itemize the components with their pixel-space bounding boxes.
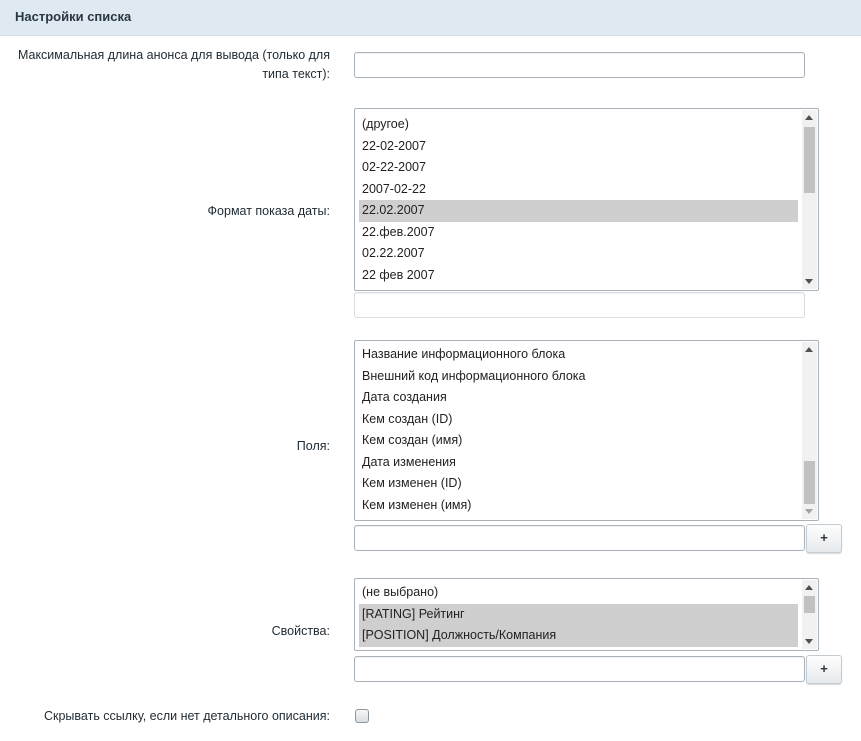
scroll-down-icon[interactable]: [805, 509, 813, 514]
hide-link-checkbox[interactable]: [355, 709, 369, 723]
anons-length-label-line1: Максимальная длина анонса для вывода (только для: [17, 48, 330, 62]
properties-options: [359, 582, 798, 647]
scroll-up-icon[interactable]: [805, 347, 813, 352]
field-option[interactable]: Кем изменен (ID): [362, 476, 462, 490]
scroll-thumb[interactable]: [804, 127, 815, 193]
field-option[interactable]: Кем создан (ID): [362, 411, 453, 426]
date-format-option[interactable]: 2007-02-22: [362, 181, 426, 196]
property-option[interactable]: (не выбрано): [362, 585, 439, 599]
scroll-down-icon[interactable]: [805, 639, 813, 644]
anons-length-input[interactable]: [354, 52, 805, 78]
properties-scrollbar[interactable]: [802, 580, 817, 649]
properties-add-button[interactable]: +: [806, 655, 842, 684]
date-format-option[interactable]: 02-22-2007: [362, 160, 426, 174]
fields-add-button[interactable]: +: [806, 524, 842, 553]
scroll-thumb[interactable]: [804, 596, 815, 613]
section-title: Настройки списка: [15, 9, 132, 24]
field-option[interactable]: Внешний код информационного блока: [362, 368, 586, 383]
date-format-options: [359, 114, 798, 286]
field-option[interactable]: Кем создан (имя): [362, 433, 463, 447]
properties-label: Свойства:: [271, 624, 330, 638]
properties-listbox[interactable]: [354, 578, 819, 651]
section-header: [0, 0, 861, 36]
date-format-label: Формат показа даты:: [207, 204, 330, 218]
date-format-custom-input[interactable]: [354, 292, 805, 318]
scroll-thumb[interactable]: [804, 461, 815, 504]
date-format-listbox[interactable]: [354, 108, 819, 291]
fields-scrollbar[interactable]: [802, 342, 817, 519]
date-format-option[interactable]: (другое): [362, 117, 409, 131]
date-format-option[interactable]: 22-02-2007: [362, 138, 426, 153]
field-option[interactable]: Название информационного блока: [362, 347, 566, 361]
date-format-option[interactable]: 22.фев.2007: [362, 224, 435, 239]
property-option[interactable]: [RATING] Рейтинг: [359, 604, 798, 626]
anons-length-label-line2: типа текст):: [262, 67, 330, 81]
scroll-down-icon[interactable]: [805, 279, 813, 284]
fields-label: Поля:: [296, 439, 330, 453]
date-format-option[interactable]: 22 фев 2007: [362, 267, 435, 282]
fields-options: [359, 344, 798, 516]
fields-extra-input[interactable]: [354, 525, 805, 551]
date-format-option[interactable]: 22.02.2007: [359, 200, 798, 222]
field-option[interactable]: Дата изменения: [362, 454, 456, 469]
field-option[interactable]: Кем изменен (имя): [362, 497, 472, 512]
date-format-option[interactable]: 02.22.2007: [362, 246, 425, 260]
property-option[interactable]: [POSITION] Должность/Компания: [359, 625, 798, 647]
scroll-up-icon[interactable]: [805, 585, 813, 590]
date-format-scrollbar[interactable]: [802, 110, 817, 289]
scroll-up-icon[interactable]: [805, 115, 813, 120]
hide-link-label: Скрывать ссылку, если нет детального описания:: [43, 709, 330, 723]
properties-extra-input[interactable]: [354, 656, 805, 682]
field-option[interactable]: Дата создания: [362, 390, 447, 404]
fields-listbox[interactable]: [354, 340, 819, 521]
anons-length-label: [0, 46, 330, 84]
